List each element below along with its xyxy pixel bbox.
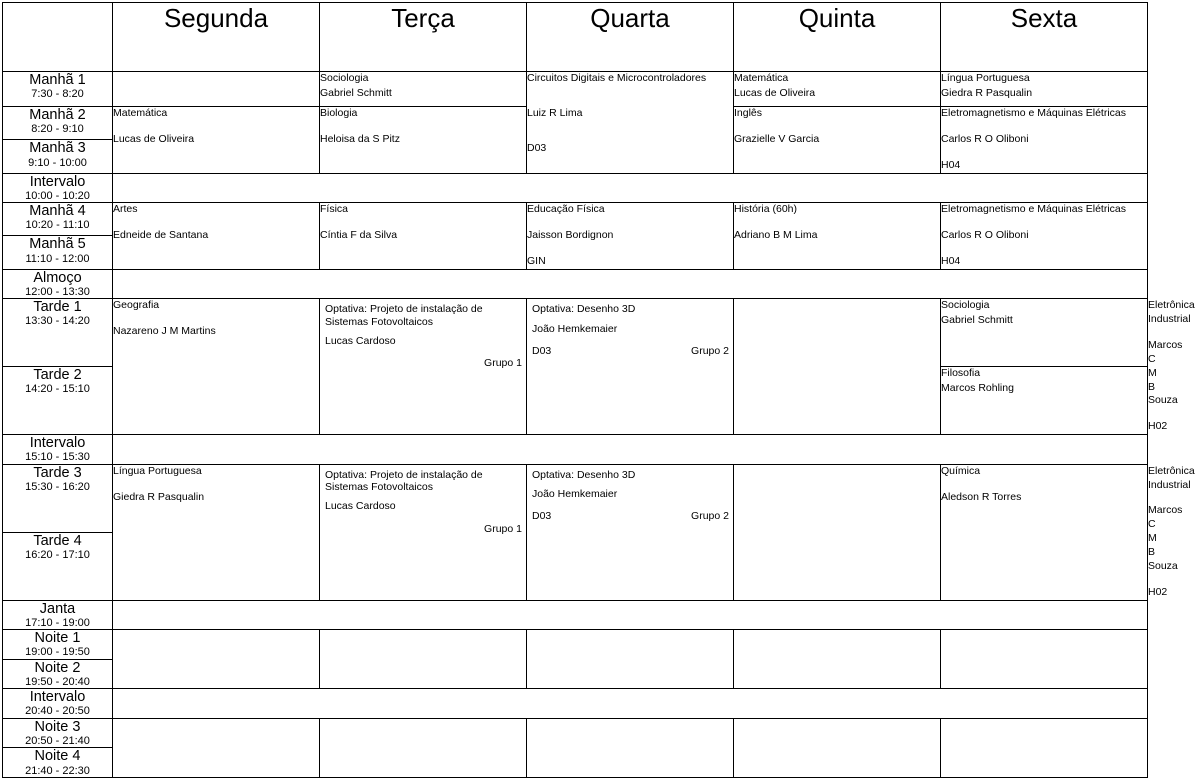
class-subject: Química — [941, 464, 981, 477]
day-header-quinta: Quinta — [734, 3, 941, 72]
time-noite-1 — [3, 630, 113, 660]
class-teacher: Marcos Rohling — [941, 382, 1014, 395]
cell-class[interactable] — [941, 299, 1148, 367]
slot-name: Intervalo — [29, 173, 86, 190]
class-teacher: Carlos R O Oliboni — [941, 132, 1029, 145]
slot-range: 7:30 - 8:20 — [31, 88, 84, 101]
cell-empty[interactable] — [734, 299, 941, 435]
class-teacher: Adriano B M Lima — [734, 228, 818, 241]
class-subject: Sociologia — [941, 299, 990, 312]
cell-empty[interactable] — [734, 718, 941, 777]
cell-class[interactable] — [320, 203, 527, 270]
slot-name: Noite 2 — [34, 659, 81, 676]
time-manha-1 — [3, 72, 113, 107]
table-row — [3, 630, 1148, 660]
class-subject: Matemática — [113, 107, 168, 119]
cell-class[interactable] — [941, 72, 1148, 107]
slot-name: Intervalo — [29, 435, 86, 452]
class-subject: Optativa: Projeto de instalação de Sistemas Fotovoltaicos — [325, 468, 483, 494]
table-row: Tarde 1 13:30 - 14:20 Geografia Nazareno J M Martins Optativa: Projeto de instalação de Sistemas Fotovoltaicos Lucas Cardoso Grupo 1 Optativa: Desenho 3D João Hemkemaier D03 Grupo 2 Sociologia Gabriel Schmitt Eletrônica Industrial Marcos C M B Souza H02 — [3, 299, 1148, 367]
class-subject: Optativa: Desenho 3D — [532, 468, 636, 481]
slot-range: 14:20 - 15:10 — [25, 383, 90, 396]
cell-class-optativa[interactable] — [527, 464, 734, 600]
class-teacher: Aledson R Torres — [941, 490, 1022, 503]
class-teacher: Heloisa da S Pitz — [320, 132, 400, 145]
slot-name: Manhã 2 — [29, 107, 86, 123]
class-subject: Biologia — [320, 107, 358, 119]
slot-name: Janta — [39, 600, 76, 617]
cell-class[interactable] — [734, 72, 941, 107]
timetable — [2, 2, 1195, 778]
class-teacher: Luiz R Lima — [527, 106, 583, 119]
class-subject: Sociologia — [320, 72, 369, 84]
time-manha-4 — [3, 203, 113, 236]
slot-name: Manhã 4 — [29, 203, 86, 220]
class-footline — [532, 510, 729, 522]
slot-range: 20:40 - 20:50 — [25, 705, 90, 718]
slot-name: Tarde 1 — [33, 299, 82, 316]
time-manha-3 — [3, 140, 113, 173]
class-teacher: Carlos R O Oliboni — [941, 228, 1029, 241]
class-subject: História (60h) — [734, 203, 798, 216]
class-teacher: João Hemkemaier — [532, 488, 618, 501]
table-row — [3, 600, 1148, 630]
table-row — [3, 718, 1148, 748]
time-intervalo-manha — [3, 173, 113, 203]
slot-range: 17:10 - 19:00 — [25, 616, 90, 629]
slot-name: Noite 1 — [34, 630, 81, 647]
time-tarde-1 — [3, 299, 113, 367]
cell-class[interactable] — [113, 299, 320, 435]
cell-empty[interactable] — [734, 464, 941, 600]
slot-name: Noite 4 — [34, 748, 81, 765]
cell-empty-break[interactable] — [113, 600, 1148, 630]
slot-name: Manhã 5 — [29, 236, 86, 253]
class-subject: Optativa: Projeto de instalação de Sistemas Fotovoltaicos — [325, 303, 483, 328]
class-group: Grupo 2 — [691, 345, 729, 357]
class-teacher: João Hemkemaier — [532, 322, 618, 335]
class-subject: Optativa: Desenho 3D — [532, 303, 636, 316]
class-subject: Artes — [113, 203, 138, 216]
slot-name: Noite 3 — [34, 718, 81, 735]
table-row — [3, 689, 1148, 719]
slot-range: 9:10 - 10:00 — [28, 156, 87, 169]
slot-range: 20:50 - 21:40 — [25, 734, 90, 747]
class-subject: Educação Física — [527, 203, 605, 216]
table-row — [3, 435, 1148, 465]
time-tarde-4 — [3, 532, 113, 600]
cell-class[interactable] — [527, 203, 734, 270]
time-noite-2 — [3, 659, 113, 689]
class-room: H04 — [941, 254, 961, 267]
cell-empty-break[interactable] — [113, 435, 1148, 465]
cell-class[interactable] — [941, 203, 1148, 270]
day-header-segunda: Segunda — [113, 3, 320, 72]
cell-class[interactable] — [320, 72, 527, 107]
slot-range: 13:30 - 14:20 — [25, 315, 90, 328]
cell-empty[interactable] — [941, 718, 1148, 777]
table-row — [3, 72, 1148, 107]
cell-class-optativa[interactable] — [320, 464, 527, 600]
class-teacher: Jaisson Bordignon — [527, 228, 614, 241]
class-room: H04 — [941, 158, 961, 171]
class-subject: Eletromagnetismo e Máquinas Elétricas — [941, 107, 1127, 119]
cell-empty[interactable] — [941, 630, 1148, 689]
class-room: D03 — [527, 142, 547, 155]
slot-name: Tarde 3 — [33, 464, 82, 481]
time-intervalo-noite — [3, 689, 113, 719]
cell-empty[interactable] — [734, 630, 941, 689]
slot-name: Intervalo — [29, 689, 86, 706]
timetable-page — [0, 2, 1195, 777]
slot-name: Almoço — [33, 269, 82, 286]
class-footline — [325, 523, 522, 535]
cell-class[interactable] — [734, 203, 941, 270]
class-subject: Filosofia — [941, 367, 981, 380]
cell-class[interactable] — [527, 72, 734, 107]
class-group: Grupo 1 — [484, 357, 522, 370]
slot-range: 11:10 - 12:00 — [25, 252, 90, 265]
class-subject: Eletromagnetismo e Máquinas Elétricas — [941, 203, 1127, 216]
time-tarde-3 — [3, 464, 113, 532]
slot-range: 12:00 - 13:30 — [25, 285, 90, 298]
table-row — [3, 203, 1148, 236]
class-teacher: Grazielle V Garcia — [734, 132, 820, 145]
time-manha-5 — [3, 236, 113, 269]
class-teacher: Cíntia F da Silva — [320, 228, 398, 241]
cell-class[interactable] — [320, 107, 527, 174]
class-teacher: Giedra R Pasqualin — [941, 86, 1033, 99]
table-row — [3, 269, 1148, 299]
day-header-terca: Terça — [320, 3, 527, 72]
cell-class[interactable] — [113, 464, 320, 600]
cell-class[interactable] — [527, 107, 734, 174]
cell-class-optativa[interactable] — [527, 299, 734, 435]
cell-class-optativa[interactable] — [320, 299, 527, 435]
class-footline — [532, 345, 729, 357]
class-subject: Física — [320, 203, 349, 216]
class-teacher: Gabriel Schmitt — [941, 314, 1013, 327]
cell-class[interactable] — [941, 367, 1148, 435]
slot-range: 19:00 - 19:50 — [25, 646, 90, 659]
table-row — [3, 173, 1148, 203]
cell-class[interactable] — [113, 203, 320, 270]
time-noite-4 — [3, 748, 113, 778]
class-teacher: Giedra R Pasqualin — [113, 490, 205, 503]
cell-empty-break[interactable] — [113, 689, 1148, 719]
class-subject: Língua Portuguesa — [113, 464, 202, 477]
slot-range: 8:20 - 9:10 — [31, 123, 84, 136]
table-row — [3, 107, 1148, 140]
table-row: Tarde 3 15:30 - 16:20 Língua Portuguesa Giedra R Pasqualin Optativa: Projeto de instalação de Sistemas Fotovoltaicos Lucas Cardoso Grupo 1 Optativa: Desenho 3D João Hemkemaier D03 Grupo 2 Química Aledson R Torres Eletrônica Industrial Marcos C M B Souza H02 — [3, 464, 1148, 532]
slot-range: 15:30 - 16:20 — [25, 480, 90, 493]
cell-empty[interactable] — [527, 718, 734, 777]
cell-empty[interactable] — [113, 630, 320, 689]
class-teacher: Lucas de Oliveira — [113, 132, 195, 145]
slot-range: 21:40 - 22:30 — [25, 764, 90, 777]
corner-cell — [3, 3, 113, 72]
class-subject: Inglês — [734, 107, 763, 119]
class-subject: Geografia — [113, 299, 160, 312]
class-footline — [325, 357, 522, 369]
slot-range: 19:50 - 20:40 — [25, 675, 90, 688]
cell-class[interactable] — [734, 107, 941, 174]
cell-empty[interactable] — [113, 718, 320, 777]
class-room: D03 — [532, 510, 552, 523]
class-teacher: Lucas de Oliveira — [734, 86, 816, 99]
slot-range: 16:20 - 17:10 — [25, 548, 90, 561]
day-header-quarta: Quarta — [527, 3, 734, 72]
time-janta — [3, 600, 113, 630]
slot-range: 10:20 - 11:10 — [25, 219, 90, 232]
time-tarde-2 — [3, 367, 113, 435]
cell-class[interactable] — [941, 107, 1148, 174]
time-intervalo-tarde — [3, 435, 113, 465]
class-teacher: Lucas Cardoso — [325, 500, 396, 513]
slot-name: Tarde 4 — [33, 532, 82, 549]
slot-range: 15:10 - 15:30 — [25, 451, 90, 464]
cell-empty-break[interactable] — [113, 173, 1148, 203]
cell-empty[interactable] — [320, 630, 527, 689]
class-teacher: Gabriel Schmitt — [320, 86, 392, 99]
class-room: D03 — [532, 345, 552, 357]
cell-empty[interactable] — [527, 630, 734, 689]
time-noite-3 — [3, 718, 113, 748]
table-header-row — [3, 3, 1148, 72]
cell-empty[interactable] — [113, 72, 320, 107]
cell-empty[interactable] — [320, 718, 527, 777]
cell-class[interactable] — [941, 464, 1148, 600]
class-teacher: Edneide de Santana — [113, 228, 209, 241]
cell-empty-break[interactable] — [113, 269, 1148, 299]
slot-name: Tarde 2 — [33, 367, 82, 384]
slot-range: 10:00 - 10:20 — [25, 189, 90, 202]
time-manha-2 — [3, 107, 113, 140]
class-subject: Matemática — [734, 72, 789, 84]
class-room: GIN — [527, 254, 546, 267]
time-almoco — [3, 269, 113, 299]
class-group: Grupo 2 — [691, 510, 729, 523]
day-header-sexta: Sexta — [941, 3, 1148, 72]
class-subject: Circuitos Digitais e Microcontroladores — [527, 72, 707, 84]
class-teacher: Lucas Cardoso — [325, 335, 396, 347]
class-subject: Língua Portuguesa — [941, 72, 1030, 84]
slot-name: Manhã 1 — [29, 72, 86, 88]
class-teacher: Nazareno J M Martins — [113, 325, 216, 338]
slot-name: Manhã 3 — [29, 140, 86, 157]
class-group: Grupo 1 — [484, 522, 522, 535]
cell-class[interactable] — [113, 107, 320, 174]
